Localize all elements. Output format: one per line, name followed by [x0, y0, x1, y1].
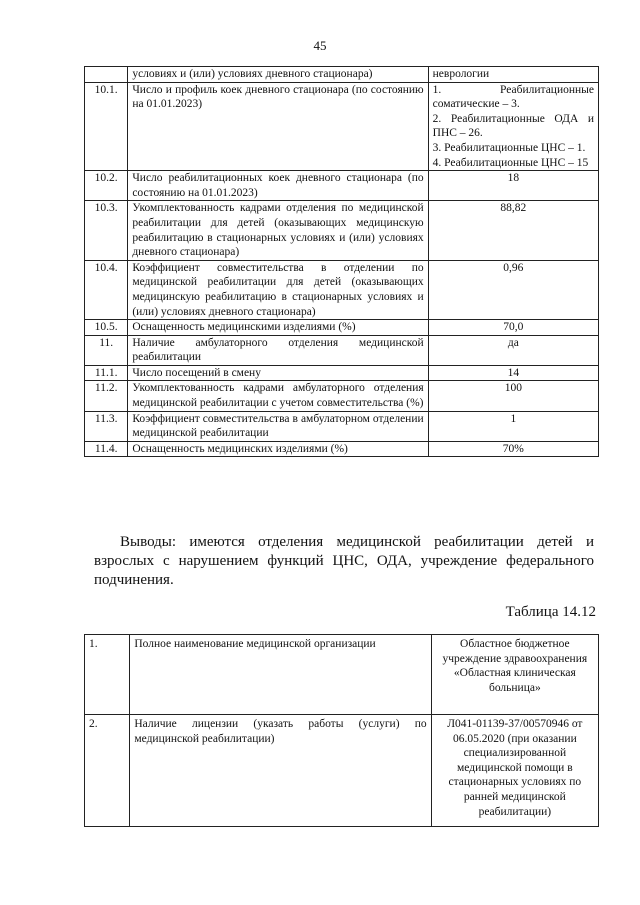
row-description: Коэффициент совместительства в амбулаторном отделении медицинской реабилитации	[128, 411, 428, 441]
row-description: Полное наименование медицинской организации	[130, 635, 431, 715]
table-row	[85, 335, 599, 365]
row-number: 2.	[85, 715, 130, 827]
row-value: да	[428, 335, 598, 365]
row-number: 10.3.	[85, 201, 128, 260]
row-value-list	[428, 82, 598, 171]
table-row	[85, 67, 599, 83]
row-number: 1.	[85, 635, 130, 715]
row-description: Наличие амбулаторного отделения медицинской реабилитации	[128, 335, 428, 365]
row-value: Областное бюджетное учреждение здравоохранения «Областная клиническая больница»	[431, 635, 598, 715]
table-row	[85, 320, 599, 336]
row-value: 18	[428, 171, 598, 201]
row-value: 100	[428, 381, 598, 411]
page-number: 45	[313, 38, 327, 53]
table-row	[85, 381, 599, 411]
row-number: 10.5.	[85, 320, 128, 336]
row-value: 88,82	[428, 201, 598, 260]
row-value: 70%	[428, 441, 598, 457]
rehab-data-table	[84, 66, 599, 457]
table-row	[85, 82, 599, 171]
table-row	[85, 260, 599, 319]
table-row	[85, 715, 599, 827]
list-item: 2. Реабилитационные ОДА и ПНС – 26.	[432, 112, 594, 140]
table-row	[85, 201, 599, 260]
row-description: Число реабилитационных коек дневного стационара (по состоянию на 01.01.2023)	[128, 171, 428, 201]
row-value: 0,96	[428, 260, 598, 319]
table-row	[85, 411, 599, 441]
row-number: 11.2.	[85, 381, 128, 411]
table-row	[85, 171, 599, 201]
table-caption: Таблица 14.12	[505, 604, 596, 620]
row-description: условиях и (или) условиях дневного стационара)	[128, 67, 428, 83]
row-number: 10.2.	[85, 171, 128, 201]
row-description: Укомплектованность кадрами отделения по медицинской реабилитации для детей (оказывающих медицинскую реабилитацию в стационарных условиях и (или) условиях дневного стационара)	[128, 201, 428, 260]
list-item: 4. Реабилитационные ЦНС – 15	[432, 156, 589, 169]
table-row	[85, 365, 599, 381]
list-item: 3. Реабилитационные ЦНС – 1.	[432, 141, 586, 154]
row-value: неврологии	[428, 67, 598, 83]
table-row	[85, 441, 599, 457]
row-number: 11.1.	[85, 365, 128, 381]
row-description: Оснащенность медицинских изделиями (%)	[128, 441, 428, 457]
row-number: 11.	[85, 335, 128, 365]
list-item: 1. Реабилитационные соматические – 3.	[432, 83, 594, 111]
conclusion-paragraph: Выводы: имеются отделения медицинской реабилитации детей и взрослых с нарушением функций ЦНС, ОДА, учреждение федерального подчинения.	[94, 534, 594, 588]
row-number: 10.1.	[85, 82, 128, 171]
row-value: Л041-01139-37/00570946 от 06.05.2020 (при оказании специализированной медицинской помощи в стационарных условиях по ранней медицинской реабилитации)	[431, 715, 598, 827]
row-description: Наличие лицензии (указать работы (услуги) по медицинской реабилитации)	[130, 715, 431, 827]
organization-info-table	[84, 634, 599, 827]
row-description: Укомплектованность кадрами амбулаторного отделения медицинской реабилитации с учетом совместительства (%)	[128, 381, 428, 411]
row-value: 1	[428, 411, 598, 441]
row-number: 10.4.	[85, 260, 128, 319]
table-row	[85, 635, 599, 715]
row-value: 14	[428, 365, 598, 381]
row-description: Число посещений в смену	[128, 365, 428, 381]
row-value: 70,0	[428, 320, 598, 336]
row-description: Оснащенность медицинскими изделиями (%)	[128, 320, 428, 336]
row-description: Число и профиль коек дневного стационара (по состоянию на 01.01.2023)	[128, 82, 428, 171]
row-number: 11.3.	[85, 411, 128, 441]
row-description: Коэффициент совместительства в отделении по медицинской реабилитации для детей (оказывающих медицинскую реабилитацию в стационарных условиях и (или) условиях дневного стационара)	[128, 260, 428, 319]
row-number	[85, 67, 128, 83]
row-number: 11.4.	[85, 441, 128, 457]
